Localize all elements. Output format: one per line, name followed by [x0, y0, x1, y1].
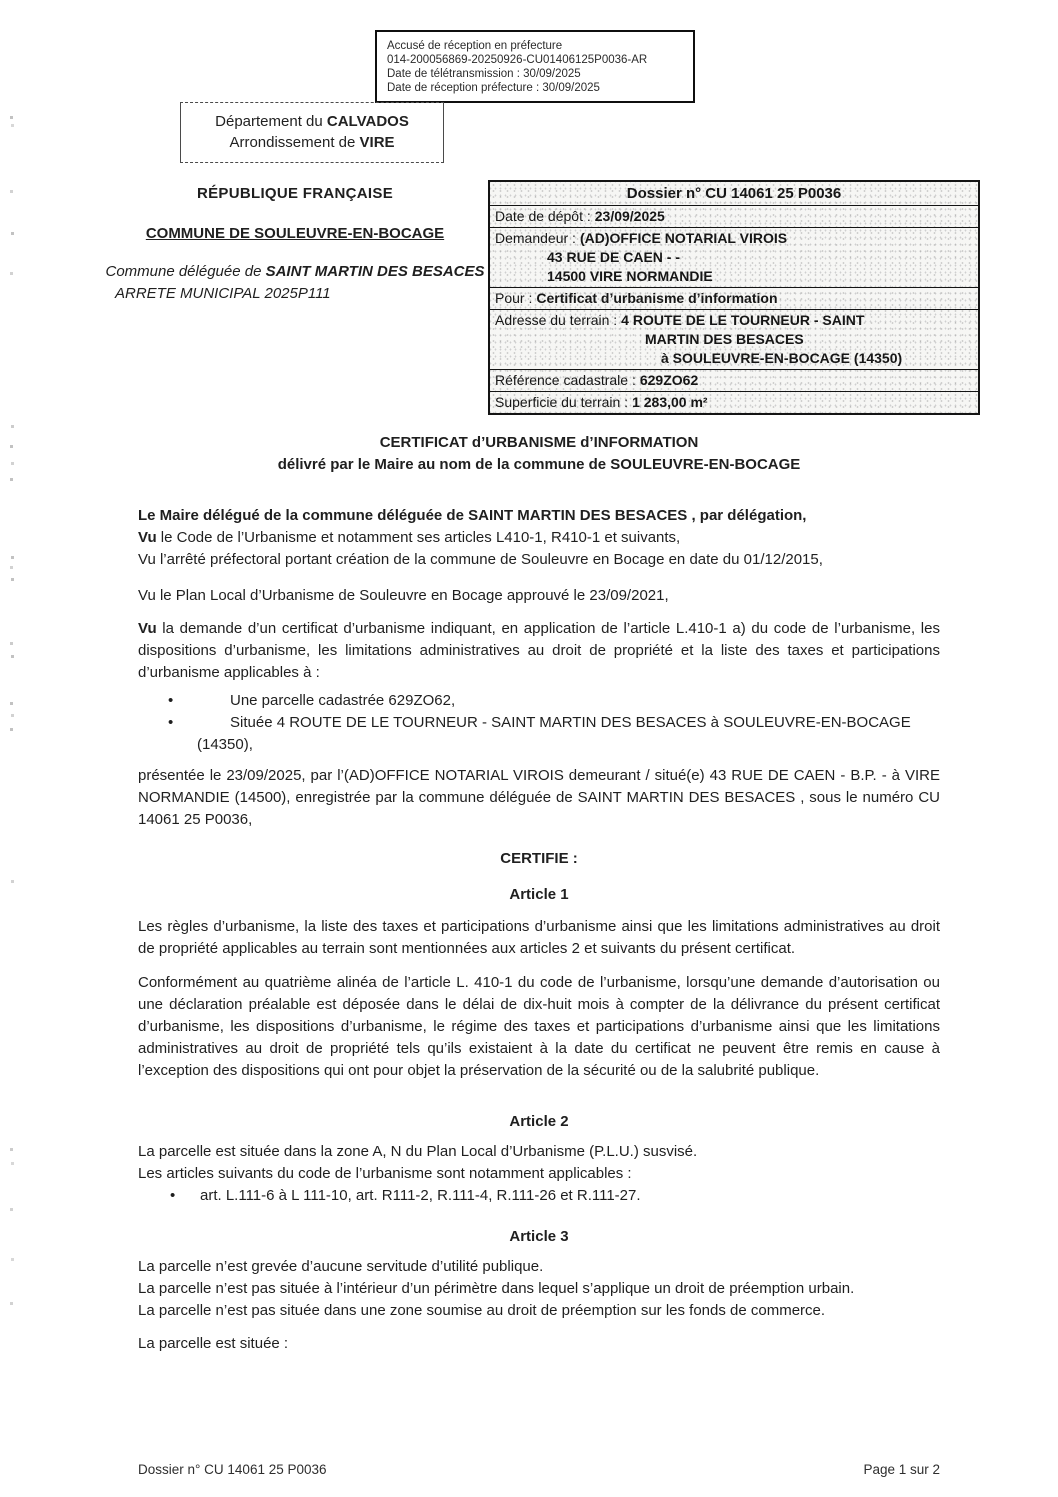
table-row-reference-cadastrale: Référence cadastrale : 629ZO62 [490, 369, 978, 391]
article-3-line-3: La parcelle n’est pas située dans une zone soumise au droit de préemption sur les fonds de commerce. [138, 1302, 826, 1319]
table-row-superficie: Superficie du terrain : 1 283,00 m² [490, 391, 978, 413]
document-body [138, 428, 940, 1355]
dossier-table [488, 180, 980, 415]
article-3-heading: Article 3 [509, 1228, 569, 1245]
municipal-order-number: ARRETE MUNICIPAL 2025P111 [115, 285, 331, 302]
list-item: • Située 4 ROUTE DE LE TOURNEUR - SAINT MARTIN DES BESACES à SOULEUVRE-EN-BOCAGE (14350), [138, 712, 940, 756]
receipt-transmission-date: Date de télétransmission : 30/09/2025 [387, 68, 581, 80]
footer-dossier-number: Dossier n° CU 14061 25 P0036 [138, 1462, 327, 1477]
table-row-date-depot: Date de dépôt : 23/09/2025 [490, 205, 978, 227]
table-row-adresse-terrain: Adresse du terrain : 4 ROUTE DE LE TOURNEUR - SAINT MARTIN DES BESACES à SOULEUVRE-EN-BOCAGE (14350) [490, 309, 978, 369]
parcel-bullet-list [138, 690, 940, 756]
article-2-heading: Article 2 [509, 1113, 569, 1130]
vu-demande-paragraph: Vu la demande d’un certificat d’urbanisme indiquant, en application de l’article L.410-1 a) du code de l’urbanisme, les dispositions d’urbanisme, les limitations administratives au droit de propriété et la liste des taxes et participations d’urbanisme applicables à : [138, 620, 940, 681]
vu-code-urbanisme: Vu le Code de l’Urbanisme et notamment ses articles L410-1, R410-1 et suivants, [138, 529, 681, 546]
dossier-number-header: Dossier n° CU 14061 25 P0036 [626, 185, 842, 202]
department-box [180, 102, 444, 163]
article-1-paragraph-1: Les règles d’urbanisme, la liste des taxes et participations d’urbanisme ainsi que les limitations administratives au droit de propriété applicables au terrain sont mentionnées aux articles 2 et suivants du présent certificat. [138, 918, 940, 957]
list-item: • art. L.111-6 à L 111-10, art. R111-2, R.111-4, R.111-26 et R.111-27. [138, 1185, 940, 1207]
certifie-heading: CERTIFIE : [500, 850, 578, 867]
footer-page-number: Page 1 sur 2 [863, 1462, 940, 1477]
certificate-title: CERTIFICAT d’URBANISME d’INFORMATION délivré par le Maire au nom de la commune de SOULEUVRE-EN-BOCAGE [277, 434, 801, 473]
republic-title: RÉPUBLIQUE FRANÇAISE [196, 185, 393, 202]
article-3-line-2: La parcelle n’est pas située à l’intérieur d’un périmètre dans lequel s’applique un droit de préemption urbain. [138, 1280, 855, 1297]
table-row-pour: Pour : Certificat d’urbanisme d’information [490, 287, 978, 309]
receipt-reference-number: 014-200056869-20250926-CU01406125P0036-AR [387, 54, 648, 66]
preamble-block [138, 505, 940, 571]
department-line: Département du CALVADOS [215, 113, 409, 130]
list-item: • Une parcelle cadastrée 629ZO62, [138, 690, 940, 712]
article-2-line-2: Les articles suivants du code de l’urbanisme sont notamment applicables : [138, 1165, 632, 1182]
article-2-line-1: La parcelle est située dans la zone A, N du Plan Local d’Urbanisme (P.L.U.) susvisé. [138, 1143, 698, 1160]
prefecture-receipt-box [375, 30, 695, 103]
delegated-commune-line: Commune déléguée de SAINT MARTIN DES BESACES [105, 263, 485, 280]
presentee-paragraph: présentée le 23/09/2025, par l’(AD)OFFICE NOTARIAL VIROIS demeurant / situé(e) 43 RUE DE CAEN - B.P. - à VIRE NORMANDIE (14500), enregistrée par la commune déléguée de SAINT MARTIN DES BESACES , sous le numéro CU 14061 25 P0036, [138, 767, 940, 828]
receipt-title: Accusé de réception en préfecture [387, 40, 563, 52]
left-heading-column [104, 183, 486, 304]
receipt-reception-date: Date de réception préfecture : 30/09/2025 [387, 82, 600, 94]
article-2-body [138, 1141, 940, 1207]
article-1-paragraph-2: Conformément au quatrième alinéa de l’article L. 410-1 du code de l’urbanisme, lorsqu’une demande d’autorisation ou une déclaration préalable est déposée dans le délai de dix-huit mois à compter de la délivrance du présent certificat d’urbanisme, les dispositions d’urbanisme, le régime des taxes et participations d’urbanisme ainsi que les limitations administratives au droit de propriété tels qu’ils existaient à la date du certificat ne peuvent être remis en cause à l’exception des dispositions qui ont pour objet la préservation de la sécurité ou de la salubrité publique. [138, 974, 940, 1079]
parcelle-situee-line: La parcelle est située : [138, 1335, 289, 1352]
maire-delegation-line: Le Maire délégué de la commune déléguée de SAINT MARTIN DES BESACES , par délégation, [138, 507, 807, 524]
commune-title: COMMUNE DE SOULEUVRE-EN-BOCAGE [145, 225, 445, 242]
article-3-body [138, 1256, 940, 1322]
page-footer [138, 1462, 940, 1477]
article-1-heading: Article 1 [509, 886, 569, 903]
article-3-line-1: La parcelle n’est grevée d’aucune servitude d’utilité publique. [138, 1258, 544, 1275]
vu-arrete-prefectoral: Vu l’arrêté préfectoral portant création de la commune de Souleuvre en Bocage en date du 01/12/2015, [138, 551, 823, 568]
arrondissement-line: Arrondissement de VIRE [229, 134, 395, 151]
table-row-demandeur: Demandeur : (AD)OFFICE NOTARIAL VIROIS 43 RUE DE CAEN - - 14500 VIRE NORMANDIE [490, 227, 978, 287]
vu-plu: Vu le Plan Local d’Urbanisme de Souleuvre en Bocage approuvé le 23/09/2021, [138, 587, 669, 604]
